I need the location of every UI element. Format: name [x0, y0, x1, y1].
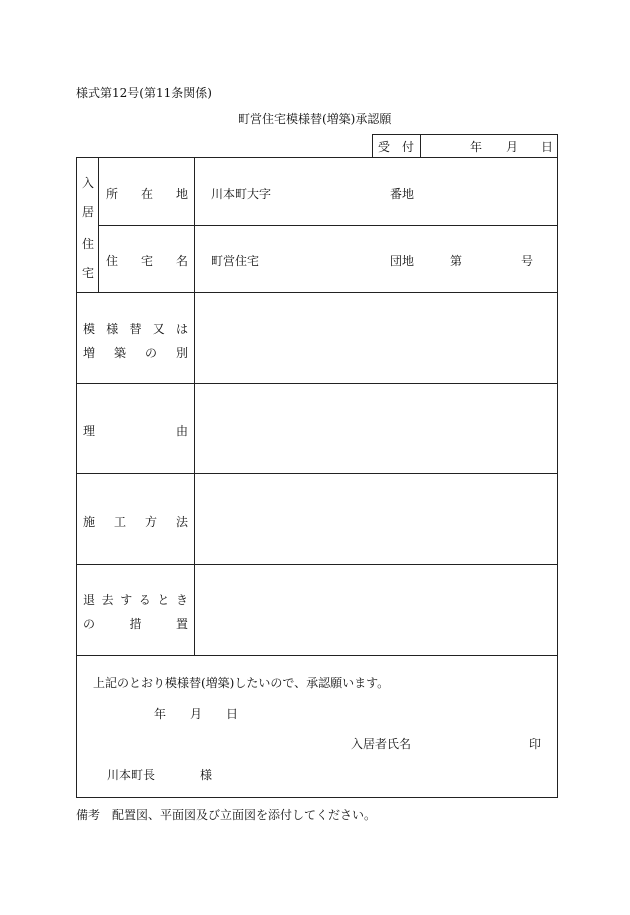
- location-label: 所 在 地: [106, 187, 188, 201]
- application-statement: 上記のとおり模様替(増築)したいので、承認願います。: [93, 676, 390, 690]
- remodel-type-label-line-1: 模 様 替 又 は: [83, 322, 188, 336]
- reception-day: 日: [541, 140, 554, 154]
- application-day: 日: [226, 707, 239, 721]
- housing-name-value: 町営住宅: [211, 254, 260, 268]
- seal-mark: 印: [529, 737, 542, 751]
- housing-dai: 第: [450, 254, 463, 268]
- applicant-name-label: 入居者氏名: [351, 737, 412, 751]
- form-title: 町営住宅模様替(増築)承認願: [238, 112, 392, 126]
- housing-danchi: 団地: [390, 254, 415, 268]
- addressee: 川本町長: [107, 768, 156, 782]
- occupied-housing-char-1: 入: [82, 176, 95, 190]
- occupied-housing-char-2: 居: [82, 205, 95, 219]
- application-year: 年: [154, 707, 167, 721]
- housing-name-label: 住 宅 名: [106, 254, 188, 268]
- remodel-type-label-line-2: 増 築 の 別: [83, 346, 188, 360]
- reception-label: 受 付: [378, 140, 414, 154]
- form-number: 様式第12号(第11条関係): [76, 86, 212, 100]
- location-value: 川本町大字: [211, 187, 272, 201]
- reception-month: 月: [506, 140, 519, 154]
- remarks-note: 備考 配置図、平面図及び立面図を添付してください。: [76, 808, 377, 822]
- addressee-honorific: 様: [200, 768, 213, 782]
- reason-label: 理 由: [83, 424, 188, 438]
- application-month: 月: [190, 707, 203, 721]
- occupied-housing-char-4: 宅: [82, 266, 95, 280]
- vacate-label-line-2: の 措 置: [83, 617, 188, 631]
- reception-year: 年: [470, 140, 483, 154]
- method-label: 施 工 方 法: [83, 515, 188, 529]
- housing-go: 号: [521, 254, 534, 268]
- location-suffix: 番地: [390, 187, 415, 201]
- occupied-housing-char-3: 住: [82, 237, 95, 251]
- vacate-label-line-1: 退 去 す る と き: [83, 593, 188, 607]
